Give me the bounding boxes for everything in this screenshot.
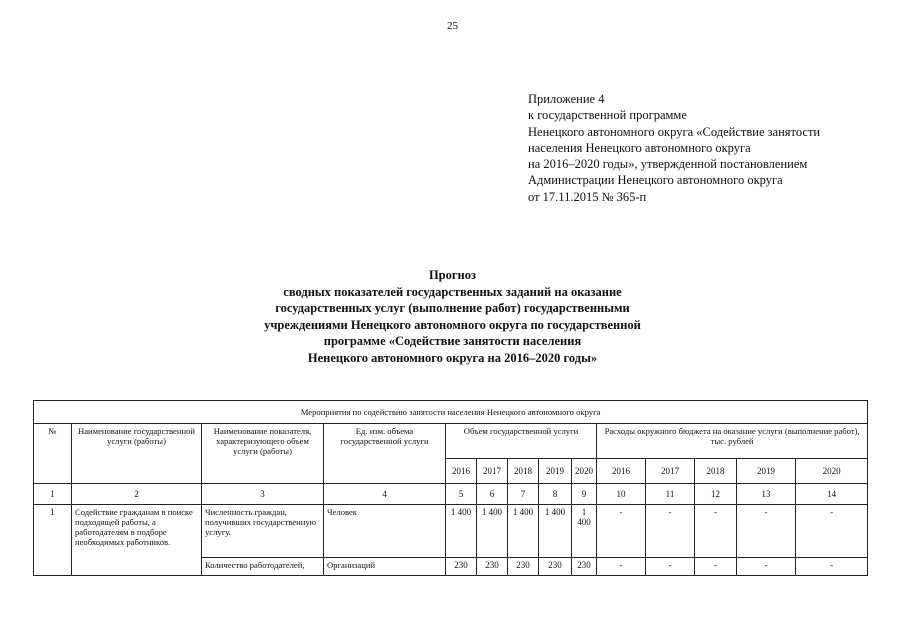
volume-cell: 1 400 (477, 505, 508, 558)
volume-cell: 230 (477, 558, 508, 576)
column-number: 2 (72, 484, 202, 505)
title-line: Прогноз (428, 268, 477, 282)
expense-cell: - (597, 558, 646, 576)
volume-cell: 230 (508, 558, 539, 576)
title-line: программе «Содействие занятости населения (323, 334, 582, 349)
column-number: 4 (324, 484, 446, 505)
row-service: Содействие гражданам в поиске подходящей работы, а работодателям в подборе необходимых работников. (72, 505, 202, 576)
year-volume-2018: 2018 (508, 458, 539, 483)
header-indicator: Наименование показателя, характеризующего объем услуги (работы) (202, 424, 324, 484)
row-unit: Организаций (324, 558, 446, 576)
expense-cell: - (737, 505, 796, 558)
volume-cell: 1 400 (572, 505, 597, 558)
row-indicator: Численность граждан, получивших государственную услугу. (202, 505, 324, 558)
appendix-line: Ненецкого автономного округа «Содействие занятости (528, 124, 821, 139)
header-service: Наименование государственной услуги (работы) (72, 424, 202, 484)
column-number: 14 (796, 484, 868, 505)
column-number: 13 (737, 484, 796, 505)
header-expenses: Расходы окружного бюджета на оказание услуги (выполнение работ), тыс. рублей (597, 424, 868, 459)
expense-cell: - (796, 558, 868, 576)
header-volume: Объем государственной услуги (446, 424, 597, 459)
expense-cell: - (796, 505, 868, 558)
column-number: 11 (646, 484, 695, 505)
column-number: 7 (508, 484, 539, 505)
row-unit: Человек (324, 505, 446, 558)
column-number: 1 (34, 484, 72, 505)
appendix-line: населения Ненецкого автономного округа (528, 140, 751, 155)
expense-cell: - (646, 558, 695, 576)
title-line: сводных показателей государственных заданий на оказание (283, 284, 622, 299)
year-volume-2017: 2017 (477, 458, 508, 483)
column-number: 6 (477, 484, 508, 505)
year-expenses-2020: 2020 (796, 458, 868, 483)
title-line: государственных услуг (выполнение работ) государственными (275, 301, 630, 316)
section-title: Мероприятия по содействию занятости населения Ненецкого автономного округа (34, 401, 868, 424)
title-line: Ненецкого автономного округа на 2016–2020 годы» (307, 350, 598, 365)
appendix-line: от 17.11.2015 № 365-п (528, 189, 647, 204)
expense-cell: - (597, 505, 646, 558)
document-title (0, 267, 905, 367)
header-num: № (34, 424, 72, 484)
expense-cell: - (695, 558, 737, 576)
volume-cell: 230 (539, 558, 572, 576)
volume-cell: 230 (572, 558, 597, 576)
row-indicator: Количество работодателей, (202, 558, 324, 576)
column-number: 5 (446, 484, 477, 505)
appendix-block (528, 91, 820, 205)
page-number: 25 (447, 20, 458, 32)
year-expenses-2017: 2017 (646, 458, 695, 483)
year-expenses-2016: 2016 (597, 458, 646, 483)
appendix-line: к государственной программе (528, 108, 687, 123)
year-volume-2019: 2019 (539, 458, 572, 483)
title-line: учреждениями Ненецкого автономного округа по государственной (264, 317, 641, 332)
appendix-line: Администрации Ненецкого автономного округа (528, 173, 783, 188)
expense-cell: - (737, 558, 796, 576)
forecast-table (33, 400, 868, 576)
appendix-line: на 2016–2020 годы», утвержденной постановлением (528, 157, 808, 172)
column-number: 12 (695, 484, 737, 505)
row-num: 1 (34, 505, 72, 576)
volume-cell: 230 (446, 558, 477, 576)
volume-cell: 1 400 (539, 505, 572, 558)
year-volume-2016: 2016 (446, 458, 477, 483)
volume-cell: 1 400 (508, 505, 539, 558)
table-row (34, 505, 868, 558)
volume-cell: 1 400 (446, 505, 477, 558)
appendix-line: Приложение 4 (528, 92, 605, 106)
column-number: 10 (597, 484, 646, 505)
header-unit: Ед. изм. объема государственной услуги (324, 424, 446, 484)
expense-cell: - (695, 505, 737, 558)
column-number: 3 (202, 484, 324, 505)
year-expenses-2019: 2019 (737, 458, 796, 483)
column-number: 9 (572, 484, 597, 505)
column-number: 8 (539, 484, 572, 505)
expense-cell: - (646, 505, 695, 558)
year-expenses-2018: 2018 (695, 458, 737, 483)
year-volume-2020: 2020 (572, 458, 597, 483)
